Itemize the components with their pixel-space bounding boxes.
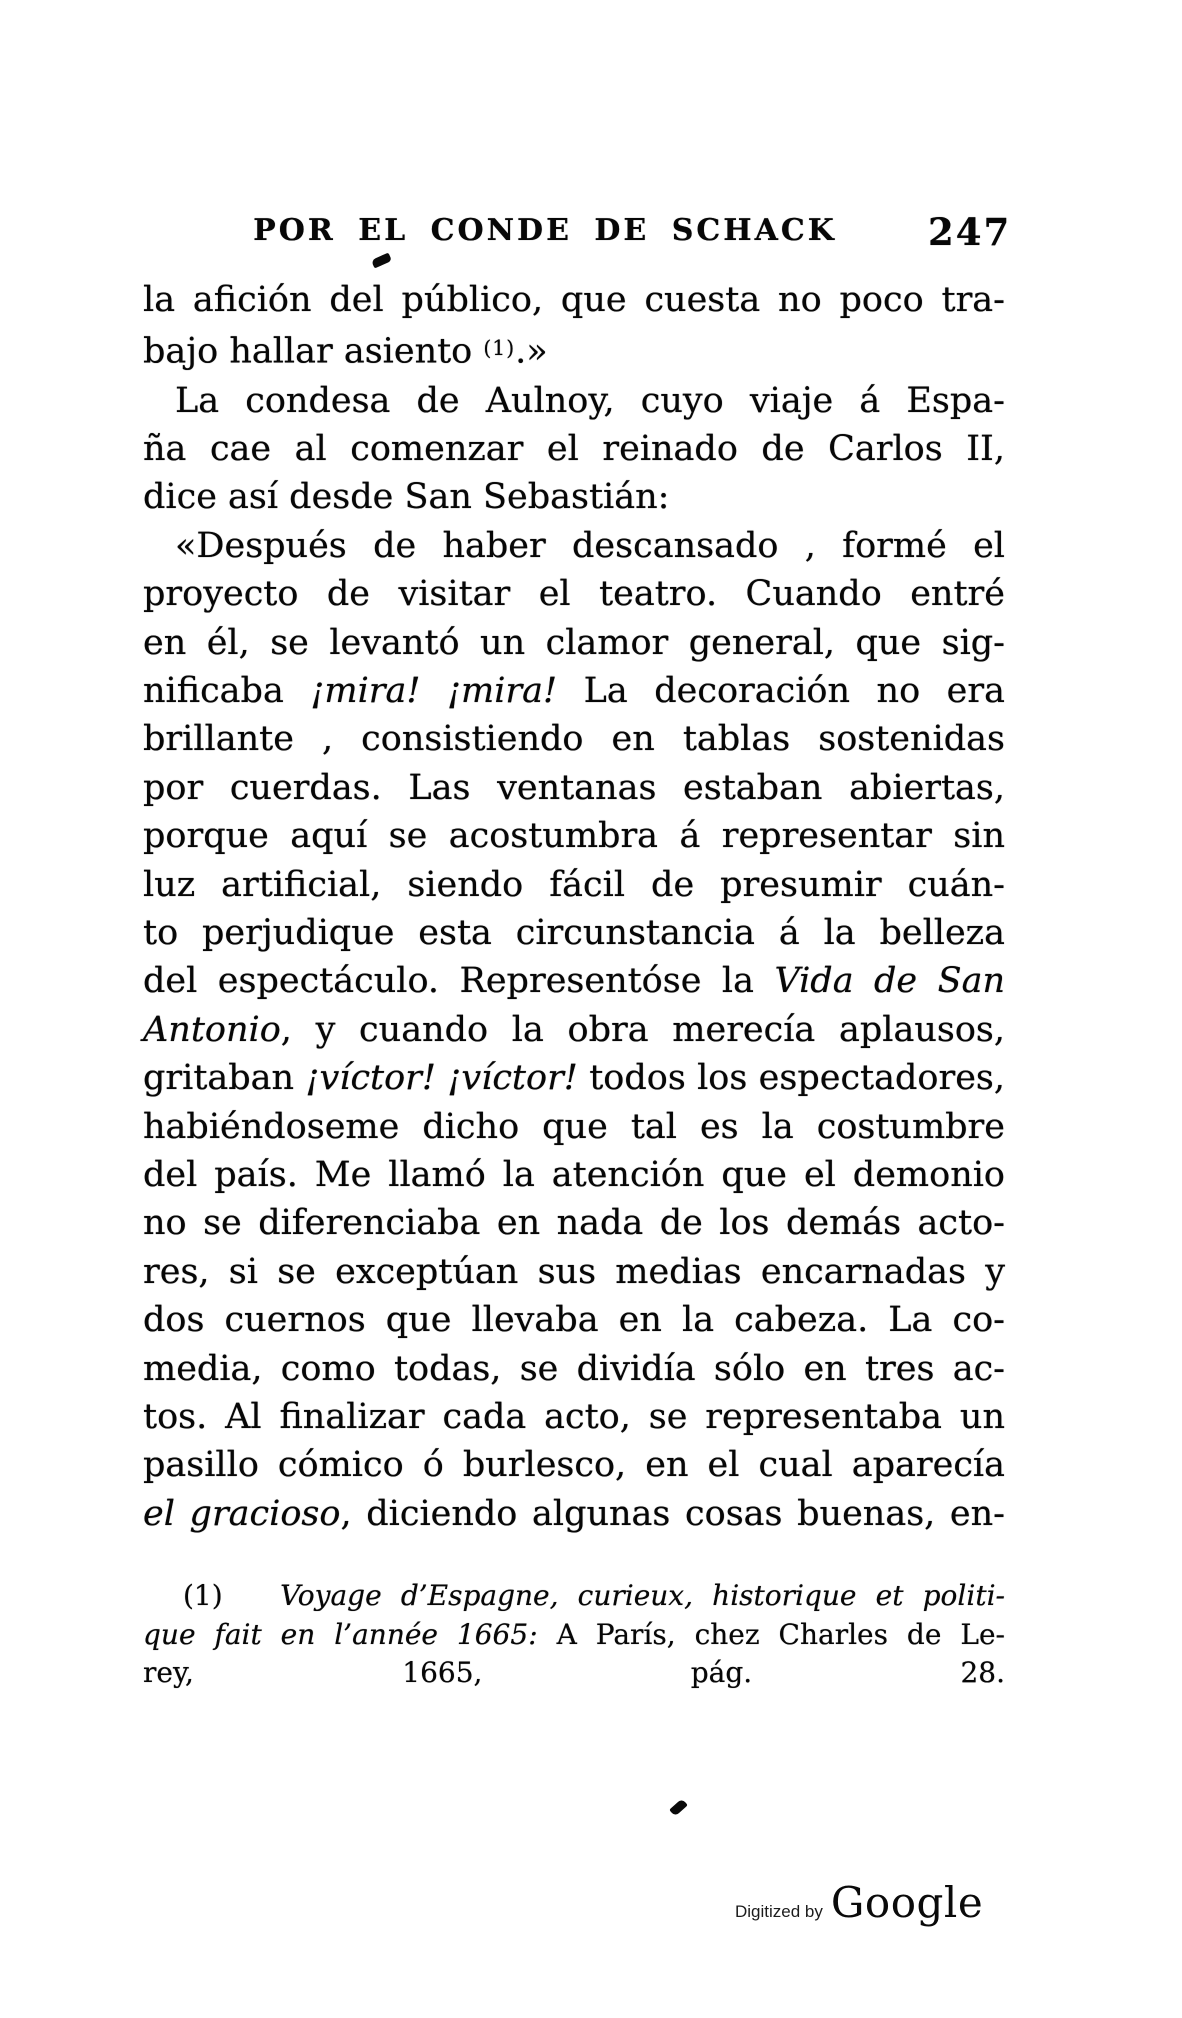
text-segment: por cuerdas. Las ventanas estaban abiertas,: [143, 767, 1005, 808]
ink-speck: [669, 1798, 688, 1816]
text-segment: ña cae al comenzar el reinado de Carlos II,: [143, 428, 1005, 469]
italic-text-segment: Vida de San: [774, 961, 1005, 1002]
text-line: [143, 1654, 1005, 1693]
text-segment: porque aquí se acostumbra á representar sin: [143, 816, 1005, 857]
text-line: [143, 1103, 1005, 1151]
footnote-marker: (1): [483, 336, 516, 361]
italic-text-segment: el gracioso: [143, 1493, 341, 1534]
text-line: [143, 570, 1005, 618]
text-segment: (1): [183, 1579, 281, 1612]
text-segment: La condesa de Aulnoy, cuyo viaje á Espa-: [175, 380, 1005, 421]
text-segment: en él, se levantó un clamor general, que sig-: [143, 622, 1005, 663]
body-text: [143, 276, 1005, 1538]
ink-smudge: [371, 253, 392, 269]
italic-text-segment: ¡víctor! ¡víctor!: [305, 1058, 578, 1099]
text-segment: del espectáculo. Representóse la: [143, 961, 775, 1002]
text-line: [143, 957, 1005, 1005]
google-logo: Google: [830, 1878, 984, 1927]
text-line: [143, 764, 1005, 812]
italic-text-segment: Antonio: [143, 1009, 281, 1050]
italic-text-segment: que fait en l’année 1665:: [143, 1617, 538, 1651]
text-segment: bajo hallar asiento: [143, 332, 484, 373]
text-segment: brillante , consistiendo en tablas sostenidas: [143, 719, 1005, 760]
footnote: [143, 1577, 1005, 1693]
text-line: [143, 715, 1005, 763]
text-segment: , diciendo algunas cosas buenas, en-: [340, 1493, 1006, 1534]
running-head-title: POR EL CONDE DE SCHACK: [253, 213, 837, 248]
text-line: [143, 1441, 1005, 1489]
text-segment: La decoración no era: [557, 670, 1005, 711]
text-segment: rey, 1665, pág. 28.: [143, 1656, 1005, 1689]
text-line: [143, 1199, 1005, 1247]
text-line: [143, 1296, 1005, 1344]
text-line: [143, 667, 1005, 715]
text-line: [143, 619, 1005, 667]
text-segment: res, si se exceptúan sus medias encarnadas y: [143, 1251, 1005, 1292]
text-line: [143, 1490, 1005, 1538]
text-line: [143, 1345, 1005, 1393]
text-line: [143, 425, 1005, 473]
text-line: [143, 1577, 1005, 1616]
text-line: [143, 1248, 1005, 1296]
text-segment: to perjudique esta circunstancia á la belleza: [143, 912, 1005, 953]
text-line: [143, 276, 1005, 324]
text-line: [143, 812, 1005, 860]
text-line: [143, 324, 1005, 376]
text-segment: del país. Me llamó la atención que el demonio: [143, 1155, 1005, 1196]
italic-text-segment: ¡mira! ¡mira!: [310, 670, 558, 711]
text-segment: dos cuernos que llevaba en la cabeza. La co-: [143, 1300, 1005, 1341]
text-line: [143, 1616, 1005, 1655]
text-segment: todos los espectadores,: [577, 1058, 1005, 1099]
text-line: [143, 473, 1005, 521]
text-segment: dice así desde San Sebastián:: [143, 477, 670, 518]
page-number: 247: [928, 210, 1012, 254]
text-segment: tos. Al finalizar cada acto, se representaba un: [143, 1397, 1005, 1438]
text-segment: A París, chez Charles de Le-: [537, 1617, 1005, 1651]
text-line: [143, 1006, 1005, 1054]
text-segment: la afición del público, que cuesta no poco tra-: [143, 280, 1005, 320]
text-segment: «Después de haber descansado , formé el: [175, 525, 1005, 566]
text-segment: pasillo cómico ó burlesco, en el cual aparecía: [143, 1445, 1005, 1486]
text-segment: nificaba: [143, 670, 311, 711]
text-line: [143, 1393, 1005, 1441]
digitization-watermark: [735, 1878, 983, 1927]
text-segment: luz artificial, siendo fácil de presumir cuán-: [143, 864, 1005, 905]
text-segment: habiéndoseme dicho que tal es la costumbre: [143, 1106, 1005, 1147]
text-line: [143, 522, 1005, 570]
digitized-by-label: Digitized by: [735, 1902, 823, 1921]
text-segment: no se diferenciaba en nada de los demás acto-: [143, 1203, 1005, 1244]
text-line: [143, 1151, 1005, 1199]
text-line: [143, 861, 1005, 909]
italic-text-segment: Voyage d’Espagne, curieux, historique et politi-: [280, 1579, 1005, 1612]
text-segment: gritaban: [143, 1058, 306, 1099]
text-line: [143, 909, 1005, 957]
text-line: [143, 1054, 1005, 1102]
text-segment: , y cuando la obra merecía aplausos,: [280, 1009, 1005, 1050]
text-line: [143, 377, 1005, 425]
text-segment: proyecto de visitar el teatro. Cuando entré: [143, 574, 1005, 615]
text-segment: media, como todas, se dividía sólo en tres ac-: [143, 1348, 1005, 1389]
text-segment: .»: [515, 332, 548, 373]
